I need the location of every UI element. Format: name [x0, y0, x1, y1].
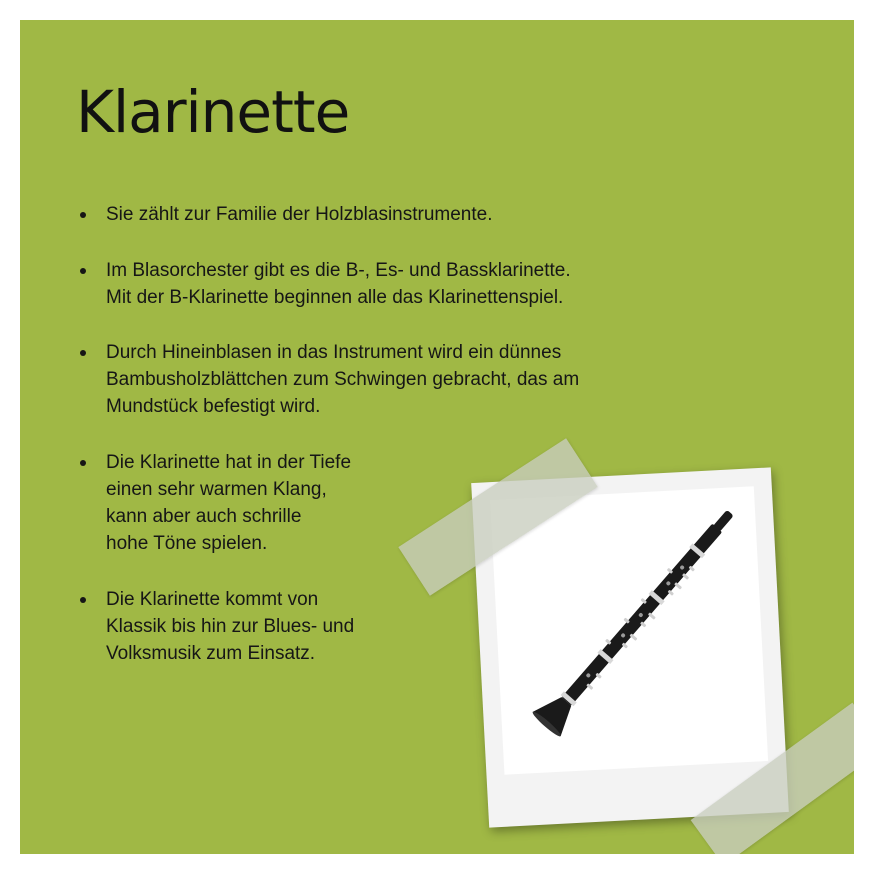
list-item-text: Die Klarinette kommt von Klassik bis hin zur Blues- und Volksmusik zum Einsatz. — [106, 589, 355, 664]
bullet-dot-icon — [80, 350, 86, 356]
list-item-text: Sie zählt zur Familie der Holzblasinstrumente. — [106, 204, 493, 225]
info-card — [20, 20, 854, 854]
list-item-text: Die Klarinette hat in der Tiefe einen sehr warmen Klang, kann aber auch schrille hohe Töne spielen. — [106, 452, 352, 554]
list-item — [80, 201, 720, 228]
list-item-text: Im Blasorchester gibt es die B-, Es- und Bassklarinette. Mit der B-Klarinette beginnen alle das Klarinettenspiel. — [106, 260, 571, 308]
bullet-dot-icon — [80, 597, 86, 603]
list-item-text: Durch Hineinblasen in das Instrument wird ein dünnes Bambusholzblättchen zum Schwingen gebracht, das am Mundstück befestigt wird. — [106, 342, 580, 417]
bullet-dot-icon — [80, 212, 86, 218]
list-item — [80, 449, 440, 557]
page-title: Klarinette — [76, 78, 350, 146]
list-item — [80, 586, 440, 667]
list-item — [80, 257, 720, 311]
bullet-dot-icon — [80, 460, 86, 466]
list-item — [80, 339, 720, 420]
bullet-dot-icon — [80, 268, 86, 274]
